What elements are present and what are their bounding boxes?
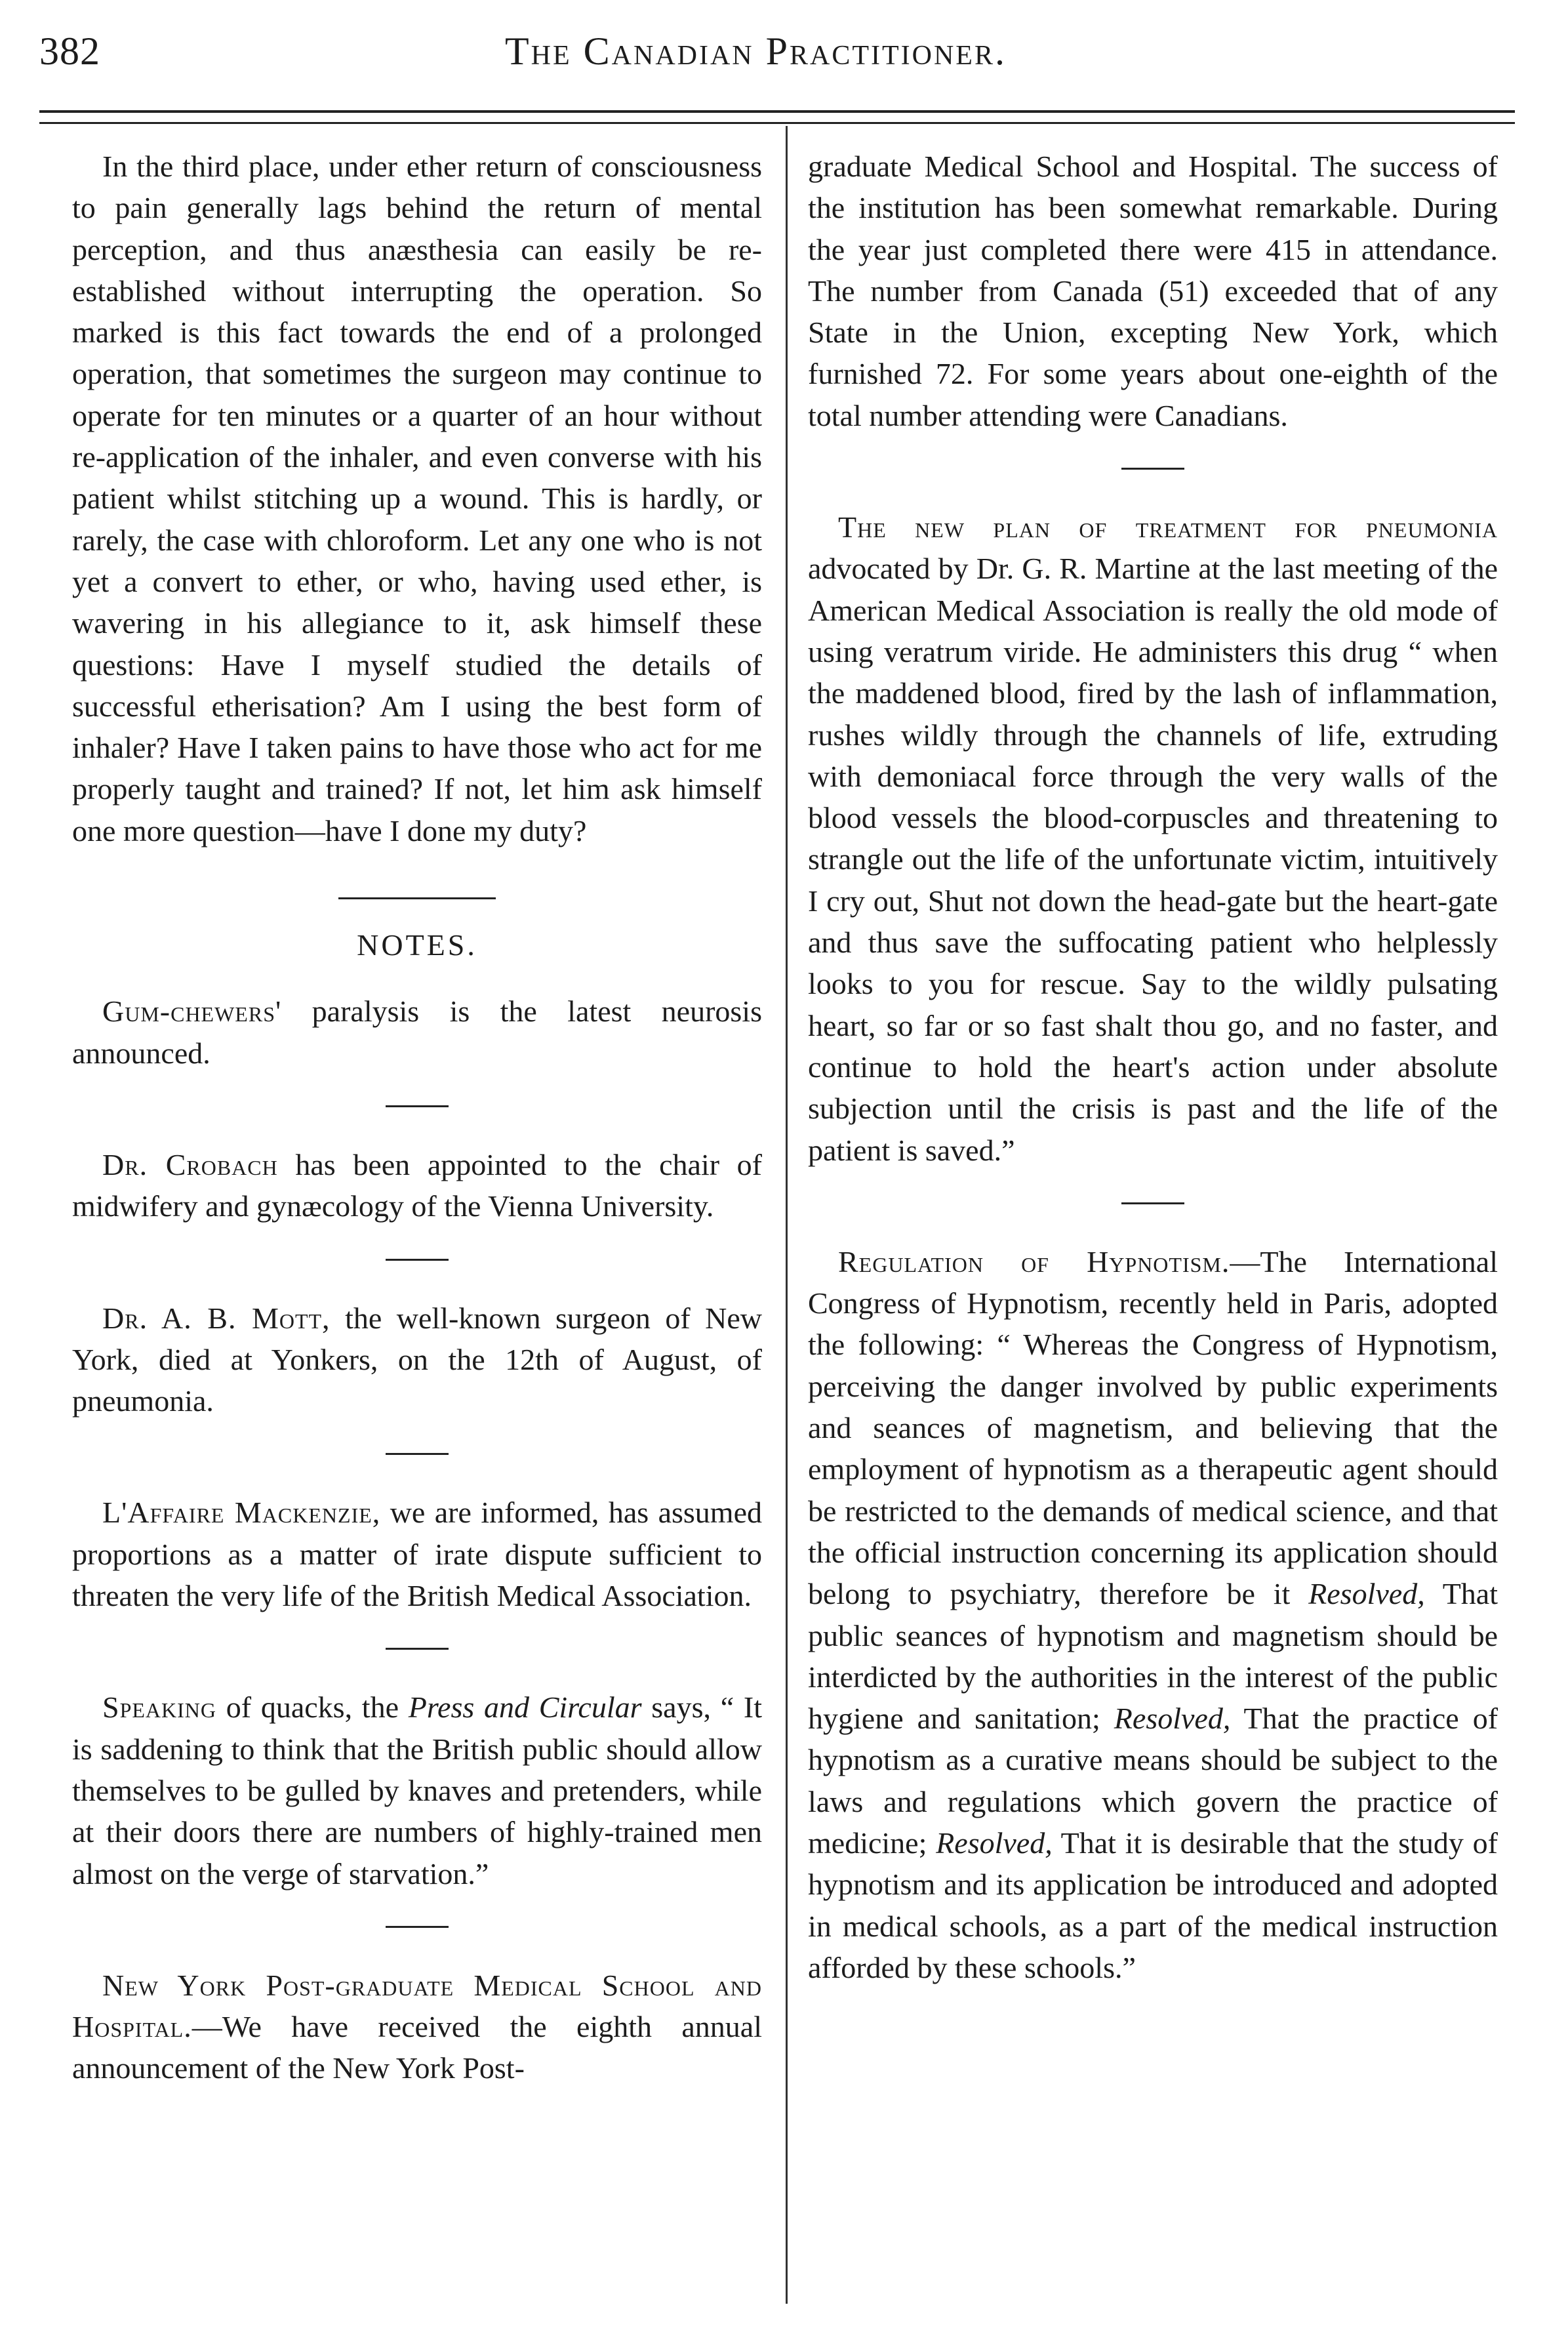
note-lead: The new plan of treatment for pneumonia [838,510,1498,544]
note-separator [1121,1202,1184,1204]
note-gum-chewers [72,991,762,1074]
section-separator [338,897,496,899]
left-column [72,146,762,2089]
note-lead: Dr. Crobach [102,1147,278,1181]
notes-heading: NOTES. [357,928,477,962]
note-lead: Gum-chewers' [102,994,282,1029]
note-separator [386,1926,449,1928]
note-lead: Dr. A. B. Mott, [102,1301,331,1335]
note-separator [386,1105,449,1107]
resolved-word: Resolved, [1308,1577,1425,1611]
running-title: The Canadian Practitioner. [505,30,1007,73]
note-separator [1121,468,1184,470]
note-text: the well-known surgeon of New York, died at Yonkers, on the 12th of August, of pneumonia. [72,1301,763,1418]
column-divider [786,126,788,2304]
post-graduate-continuation: graduate Medical School and Hospital. The success of the institution has been somewhat remarkable. During the year just completed there were 415 in attendance. The number from Canada (51) exceeded that of any State in the Union, excepting New York, which furnished 72. For some years about one-eighth of the total number attending were Canadians. [808,150,1498,432]
note-lead: New York Post-graduate Medical School and Hospital. [72,1968,762,2044]
note-lead: Regulation of Hypnotism. [838,1244,1230,1278]
note-text: we are informed, has assumed proportions as a matter of irate dispute sufficient to threaten the very life of the British Medical Association. [72,1496,763,1613]
note-text: advocated by Dr. G. R. Martine at the last meeting of the American Medical Association is really the old mode of using veratrum viride. He administers this drug “ when the maddened blood, fired by the lash of inflammation, rushes wildly through the channels of life, extruding with demoniacal force through the very walls of the blood vessels the blood-corpuscles and threatening to strangle out the life of the unfortunate victim, intuitively I cry out, Shut not down the head-gate but the heart-gate and thus save the suffocating patient who helplessly looks to you for rescue. Say to the wildly pulsating heart, so far or so fast shalt thou go, and no faster, and continue to hold the heart's action under absolute subjection until the crisis is past and the life of the patient is saved.” [808,552,1498,1167]
note-lead: L'Affaire Mackenzie, [102,1496,381,1530]
note-text: has been appointed to the chair of midwifery and gynæcology of the Vienna University. [72,1147,762,1223]
note-text: —The International Congress of Hypnotism, recently held in Paris, adopted the following: “ Whereas the Congress of Hypnotism, perceiving the danger involved by public experiments and seances of magnetism, and believing that the employment of hypnotism as a therapeutic agent should be restricted to the demands of medical science, and that the official instruction concerning its application should belong to psychiatry, therefore be it [808,1244,1498,1611]
note-text: paralysis is the latest neurosis announced. [72,994,762,1070]
note-text: says, “ It is saddening to think that the British public should allow themselves to be gulled by knaves and pretenders, while at their doors there are numbers of highly-trained men almost on the verge of starvation.” [72,1690,762,1890]
note-text: —We have received the eighth annual announcement of the New York Post- [72,2010,762,2085]
header-rule-bottom [39,122,1515,124]
right-column [808,146,1498,1988]
note-separator [386,1648,449,1650]
note-hypnotism [808,1241,1498,1988]
note-pneumonia [808,506,1498,1171]
note-text: That public seances of hypnotism and magnetism should be interdicted by the authorities in the interest of the public hygiene and sanitation; [808,1577,1498,1736]
note-crobach [72,1144,762,1227]
resolved-word: Resolved, [1114,1702,1231,1736]
header-rule-top [39,110,1515,113]
note-text: That the practice of hypnotism as a curative means should be subject to the laws and regulations which govern the practice of medicine; [808,1702,1498,1860]
journal-title: Press and Circular [408,1690,642,1725]
note-text: That it is desirable that the study of hypnotism and its application be introduced and adopted in medical schools, as a part of the medical instruction afforded by these schools.” [808,1826,1498,1984]
note-quacks [72,1686,762,1894]
note-post-graduate [72,1965,762,2089]
page-number: 382 [39,30,100,73]
note-separator [386,1453,449,1455]
note-text: of quacks, the [216,1690,409,1725]
note-separator [386,1259,449,1261]
note-mott [72,1297,762,1422]
page-header [39,29,1515,108]
note-mackenzie [72,1492,762,1616]
ether-paragraph: In the third place, under ether return of consciousness to pain generally lags behind the return of mental perception, and thus anæsthesia can easily be re-established without interrupting the operation. So marked is this fact towards the end of a prolonged operation, that sometimes the surgeon may continue to operate for ten minutes or a quarter of an hour without re-application of the inhaler, and even converse with his patient whilst stitching up a wound. This is hardly, or rarely, the case with chloroform. Let any one who is not yet a convert to ether, or who, having used ether, is wavering in his allegiance to it, ask himself these questions: Have I myself studied the details of successful etherisation? Am I using the best form of inhaler? Have I taken pains to have those who act for me properly taught and trained? If not, let him ask himself one more question—have I done my duty? [72,150,762,848]
note-lead: Speaking [102,1690,217,1725]
resolved-word: Resolved, [936,1826,1053,1860]
